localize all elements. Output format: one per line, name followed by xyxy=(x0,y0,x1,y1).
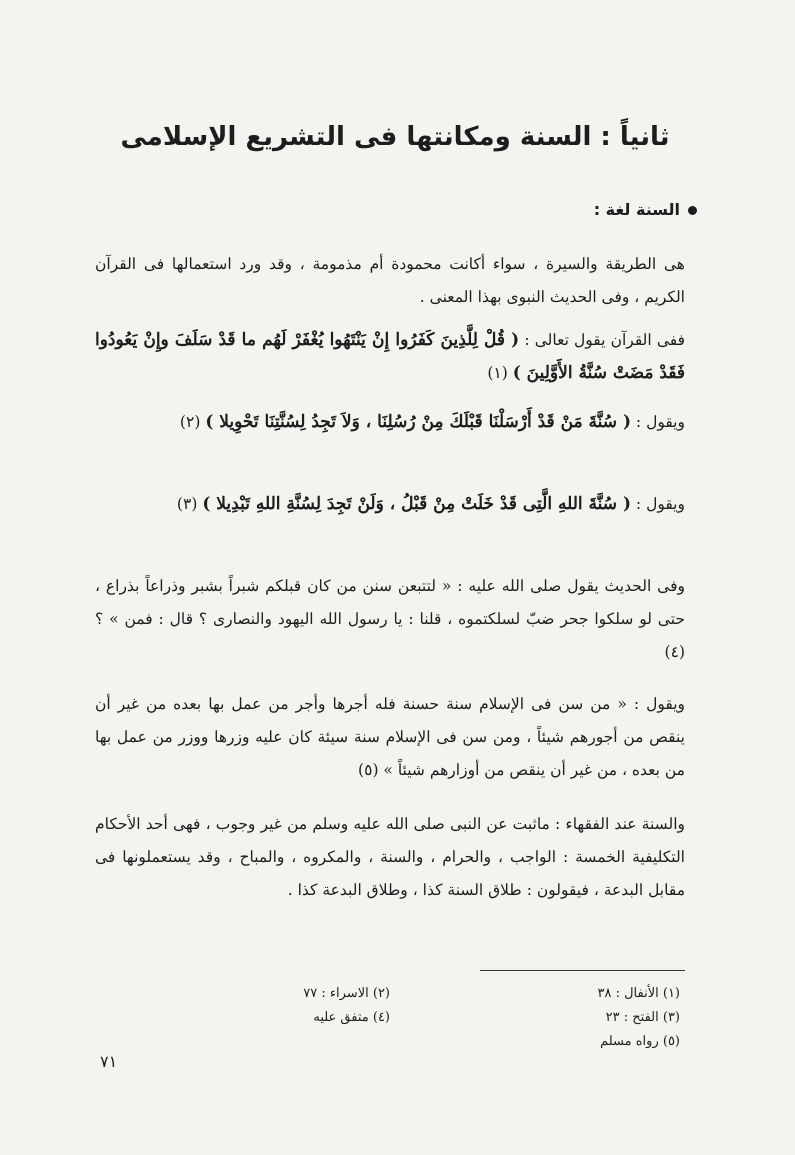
paragraph-4 xyxy=(95,488,685,521)
paragraph-1: هى الطريقة والسيرة ، سواء أكانت محمودة أم مذمومة ، وقد ورد استعمالها فى القرآن الكريم ، وفى الحديث النبوى بهذا المعنى . xyxy=(95,255,685,306)
footnote-3: (٣) الفتح : ٢٣ xyxy=(605,1010,680,1025)
paragraph-2-intro: ففى القرآن يقول تعالى : xyxy=(519,331,686,349)
paragraph-5: وفى الحديث يقول صلى الله عليه : « لتتبعن سنن من كان قبلكم شبراً بشبر وذراعاً بذراع ، حتى لو سلكوا جحر ضبّ لسلكتموه ، قلنا : يا رسول الله اليهود والنصارى ؟ قال : فمن » ؟ (٤) xyxy=(95,577,685,661)
footnote-ref-3: (٣) xyxy=(176,495,198,513)
page-title: ثانياً : السنة ومكانتها فى التشريع الإسلامى xyxy=(120,122,670,152)
footnote-5: (٥) رواه مسلم xyxy=(600,1034,680,1049)
footnote-1: (١) الأنفال : ٣٨ xyxy=(597,986,680,1001)
footnote-ref-1: (١) xyxy=(487,364,508,382)
quran-verse-3: ( سُنَّةَ اللهِ الَّتِى قَدْ خَلَتْ مِنْ قَبْلُ ، وَلَنْ تَجِدَ لِسُنَّةِ اللهِ تَبْدِيلا ) xyxy=(202,494,631,514)
page-number: ٧١ xyxy=(100,1052,118,1071)
footnote-4: (٤) متفق عليه xyxy=(313,1010,390,1025)
section-heading xyxy=(594,200,697,219)
footnote-ref-2: (٢) xyxy=(179,413,201,431)
paragraph-3-intro: ويقول : xyxy=(631,413,685,431)
quran-verse-1: ( قُلْ لِلَّذِينَ كَفَرُوا إِنْ يَنْتَهُوا يُغْفَرْ لَهُم ما قَدْ سَلَفَ وإِنْ يَعُودُوا فَقَدْ مَضَتْ سُنَّةُ الأَوَّلِينَ ) xyxy=(95,330,685,383)
footnote-2: (٢) الاسراء : ٧٧ xyxy=(303,986,390,1001)
paragraph-7: والسنة عند الفقهاء : ماثبت عن النبى صلى الله عليه وسلم من غير وجوب ، فهى أحد الأحكام التكليفية الخمسة : الواجب ، والحرام ، والسنة ، والمكروه ، والمباح ، وقد يستعملونها فى مقابل البدعة ، فيقولون : طلاق السنة كذا ، وطلاق البدعة كذا . xyxy=(95,815,685,899)
paragraph-6: ويقول : « من سن فى الإسلام سنة حسنة فله أجرها وأجر من عمل بها بعده من غير أن ينقص من أجورهم شيئاً ، ومن سن فى الإسلام سنة سيئة كان عليه وزرها ووزر من عمل بها من بعده ، من غير أن ينقص من أوزارهم شيئاً » (٥) xyxy=(95,695,685,779)
section-heading-text: السنة لغة : xyxy=(593,200,680,219)
paragraph-3 xyxy=(95,406,685,439)
footnote-divider xyxy=(480,970,685,971)
paragraph-2 xyxy=(95,324,685,390)
bullet-icon xyxy=(688,206,697,215)
paragraph-4-intro: ويقول : xyxy=(631,495,685,513)
quran-verse-2: ( سُنَّةَ مَنْ قَدْ أَرْسَلْنَا قَبْلَكَ مِنْ رُسُلِنَا ، وَلاَ تَجِدُ لِسُنَّتِنَا تَحْوِيلا ) xyxy=(205,412,631,432)
